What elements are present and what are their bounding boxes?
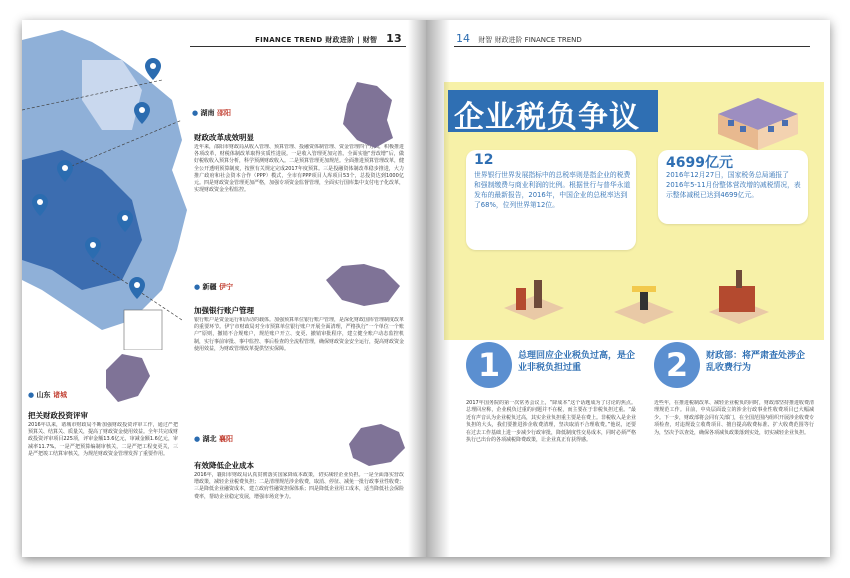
section-body: 近年来，邵阳市财政局从收入管理、预算管理、投融资体制管理、资金管理四个方面，积极推进各项改革，财税体制改革取得实质性进展。一是收入管理更加完善。全面实施“营改增”后，做好税收收入预算分析，科学预测财政收入。二是预算管理更加规范。全面推进预算管理改革，健全公开透明预算制度，按照有关规定完成2017年度预算。三是投融资体制改革稳步推进，大力推广政府和社会资本合作（PPP）模式，全市有PPP项目人库项目53个，总投资达到1000亿元。四是财政资金管理更加严格，加强专项资金监督管理，全面实行国库集中支付电子化改革，实现财政资金全程监控。 (194, 144, 404, 194)
page-title: 企业税负争议 (454, 100, 640, 135)
location-pin-icon: ● (192, 109, 199, 117)
right-header-rule (454, 46, 810, 47)
province-silhouette (322, 260, 402, 310)
column-body: 2017年国务院的第一次常务会议上，“降成本”这个话题成为了讨论的焦点。总理回应称，企业税负过重的问题并不在税，而主要在于非税负担过重。“最近有声音认为企业税负过高，其实企业负担重主要是在费上。非税收入是企业负担的大头，我们要推进涉企收费清理，坚决取消不合理收费。”他说，还要在过去工作基础上进一步减少行政审批，降低制度性交易成本，同时必须严格执行已出台的各项减税降费政策，让企业真正有获得感。 (466, 400, 636, 444)
left-gutter-shadow (408, 20, 426, 557)
point-number-circle: 1 (466, 342, 512, 388)
factory-illustrations (494, 268, 794, 328)
left-header-title: FINANCE TREND 财政进阶 | 财智 (255, 36, 378, 44)
province-name: 湖北 (202, 435, 217, 443)
location-pin-icon: ● (194, 283, 201, 291)
right-header-title: 财智 财政进阶 FINANCE TREND (478, 36, 582, 44)
stat-text: 世界银行世界发展指标中的总税率则是指企业的税费和强制缴费与商业利润的比例。根据世行与普华永道发布的最新报告，2016年，中国企业的总税率达到了68%，位列世界第12位。 (474, 171, 631, 209)
city-name: 邵阳 (216, 109, 231, 117)
region-label-hubei (194, 434, 233, 444)
left-page-number: 13 (386, 32, 402, 45)
oil-pump-icon (614, 286, 674, 324)
section-body: 银行账户是资金运行和活动的载体。加强预算单位银行账户管理，是深化财政国库管理制度改革的重要环节。伊宁市财政局对全市预算单位银行账户开展全面清理，严格执行“一个单位一个账户”原则，撤销不合规账户，规范账户开立、变更、撤销审批程序，建立健全账户动态监控机制，实行事前审批、事中监控、事后检查的全流程管理，确保财政资金安全运行，提高财政资金使用效益，为财政管理改革提供坚实保障。 (194, 317, 404, 352)
point-number-circle: 2 (654, 342, 700, 388)
buildings-illustration (708, 84, 808, 154)
stat-value: 12 (474, 152, 494, 168)
province-name: 湖南 (200, 109, 215, 117)
region-label-xinjiang (194, 282, 233, 292)
factory-icon (504, 280, 564, 320)
china-map (22, 20, 192, 350)
province-name: 新疆 (202, 283, 217, 291)
point-heading: 总理回应企业税负过高，是企业非税负担过重 (518, 351, 636, 373)
section-body: 2016年以来，诸城市财政局不断加强财政投资评审工作，通过严把预算关、结算关、质量关，提高了财政资金使用效益。全年共完成财政投资评审项目225项，评审金额13.6亿元，审减金额1.6亿元，审减率11.7%。一是严把预算编制审核关，二是严把工程变更关，三是严把竣工结算审核关，为规范财政资金管理发挥了重要作用。 (28, 422, 178, 457)
plant-icon (709, 270, 769, 324)
right-gutter-shadow (426, 20, 450, 557)
city-name: 伊宁 (218, 283, 233, 291)
right-page-header (456, 32, 582, 45)
stat-text: 2016年12月27日，国家税务总局通报了2016年5-11月份整体营改增的减税情况，表示整体减税已达到4699亿元。 (666, 171, 801, 199)
location-pin-icon: ● (28, 391, 35, 399)
section-heading: 财政改革成效明显 (194, 133, 254, 142)
left-header-rule (190, 46, 406, 47)
location-pin-icon: ● (194, 435, 201, 443)
left-page (22, 20, 426, 557)
location-pin-icon (145, 58, 161, 80)
right-page-number: 14 (456, 32, 470, 45)
stat-value: 4699亿元 (666, 155, 733, 171)
province-silhouette (337, 80, 397, 150)
point-heading: 财政部：将严肃查处涉企乱收费行为 (706, 351, 806, 373)
right-page (426, 20, 830, 557)
city-name: 襄阳 (218, 435, 233, 443)
region-label-hunan (192, 108, 231, 118)
section-body: 2016年，襄阳市财政局认真贯彻落实国家降成本政策，切实减轻企业负担。一是全面落实营改增政策，减轻企业税费负担；二是清理规范涉企收费，取消、停征、减免一批行政事业性收费；三是降低企业融资成本，建立政府性融资担保体系；四是降低企业用工成本，适当降低社会保险费率，帮助企业稳定发展，增强市场竞争力。 (194, 472, 404, 500)
column-body: 近些年，在推进税制改革、减轻企业税负的同时，财政部坚持推进收费清理规范工作。目前，中央层面设立的涉企行政事业性收费项目已大幅减少。下一步，财政部将会同有关部门，在全国范围内组织开展涉企收费专项检查，对违规设立收费项目、擅自提高收费标准、扩大收费范围等行为，坚决予以查处，确保各项减负政策落到实处，切实减轻企业负担。 (654, 400, 814, 436)
section-heading: 加强银行账户管理 (194, 306, 254, 315)
left-page-header (255, 32, 402, 45)
section-heading: 有效降低企业成本 (194, 461, 254, 470)
south-sea-inset (124, 310, 162, 350)
province-silhouette (102, 350, 152, 405)
province-silhouette (347, 420, 407, 470)
magazine-spread (22, 20, 830, 557)
section-heading: 把关财政投资评审 (28, 411, 88, 420)
city-name: 诸城 (52, 391, 67, 399)
province-name: 山东 (36, 391, 51, 399)
region-label-shandong (28, 390, 67, 400)
